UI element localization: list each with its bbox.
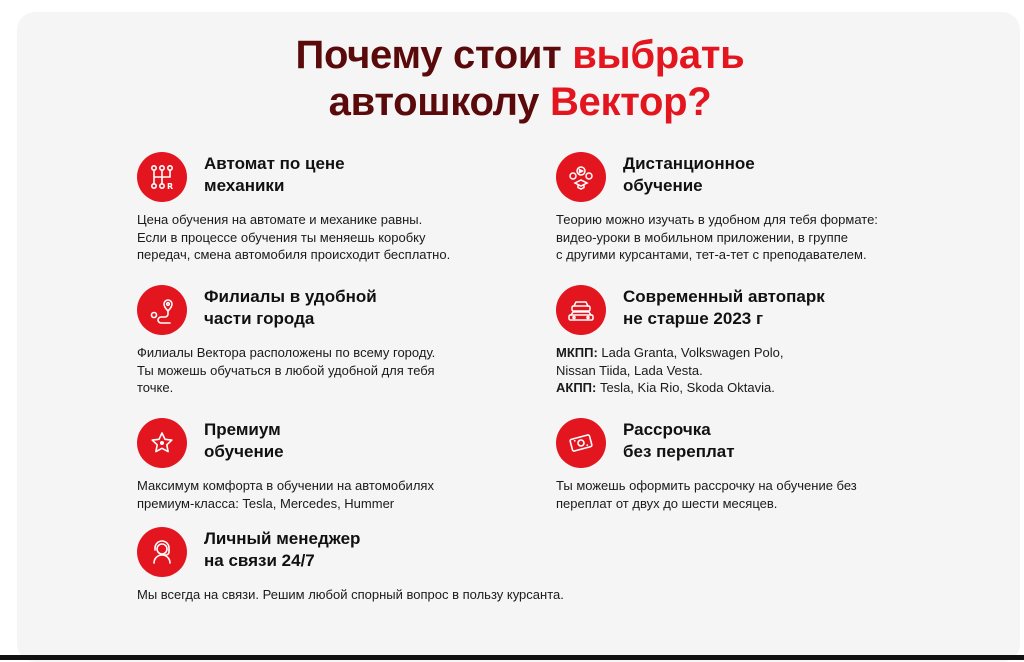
star-badge-icon <box>137 418 187 468</box>
mkpp-label: МКПП: <box>556 345 598 360</box>
gear-shift-icon <box>137 152 187 202</box>
feature-description: Теорию можно изучать в удобном для тебя формате: видео-уроки в мобильном приложении, в группе с другими курсантами, тет-а-тет с преподавателем. <box>556 212 878 262</box>
support-agent-icon <box>137 527 187 577</box>
section-title <box>0 32 1024 126</box>
svg-text:R: R <box>167 182 174 191</box>
title-part-accent-2: Вектор? <box>549 80 712 124</box>
location-route-icon <box>137 285 187 335</box>
feature-description: Максимум комфорта в обучении на автомобилях премиум-класса: Tesla, Mercedes, Hummer <box>137 478 434 511</box>
feature-title: Рассрочка без переплат <box>623 420 735 461</box>
feature-description: Мы всегда на связи. Решим любой спорный вопрос в пользу курсанта. <box>137 587 564 602</box>
cars-icon <box>556 285 606 335</box>
feature-title: Дистанционное обучение <box>623 154 755 195</box>
feature-description <box>556 344 956 397</box>
feature-description: Ты можешь оформить рассрочку на обучение без переплат от двух до шести месяцев. <box>556 478 857 511</box>
feature-title: Автомат по цене механики <box>204 154 345 195</box>
title-part-dark-1: Почему стоит <box>295 33 573 77</box>
page-bottom-divider <box>0 655 1024 660</box>
feature-title: Филиалы в удобной части города <box>204 287 377 328</box>
akpp-text: Tesla, Kia Rio, Skoda Oktavia. <box>596 380 775 395</box>
feature-description: Цена обучения на автомате и механике равны. Если в процессе обучения ты меняешь коробку передач, смена автомобиля происходит бесплатно. <box>137 212 451 262</box>
feature-description: Филиалы Вектора расположены по всему городу. Ты можешь обучаться в любой удобной для тебя точке. <box>137 345 436 395</box>
money-icon <box>556 418 606 468</box>
title-part-accent-1: выбрать <box>572 33 745 77</box>
feature-title: Премиум обучение <box>204 420 284 461</box>
feature-title: Современный автопарк не старше 2023 г <box>623 287 825 328</box>
remote-learning-icon <box>556 152 606 202</box>
title-part-dark-2: автошколу <box>328 80 550 124</box>
mkpp-text: Lada Granta, Volkswagen Polo, Nissan Tiida, Lada Vesta. <box>556 345 784 378</box>
akpp-label: АКПП: <box>556 380 597 395</box>
feature-title: Личный менеджер на связи 24/7 <box>204 529 361 570</box>
